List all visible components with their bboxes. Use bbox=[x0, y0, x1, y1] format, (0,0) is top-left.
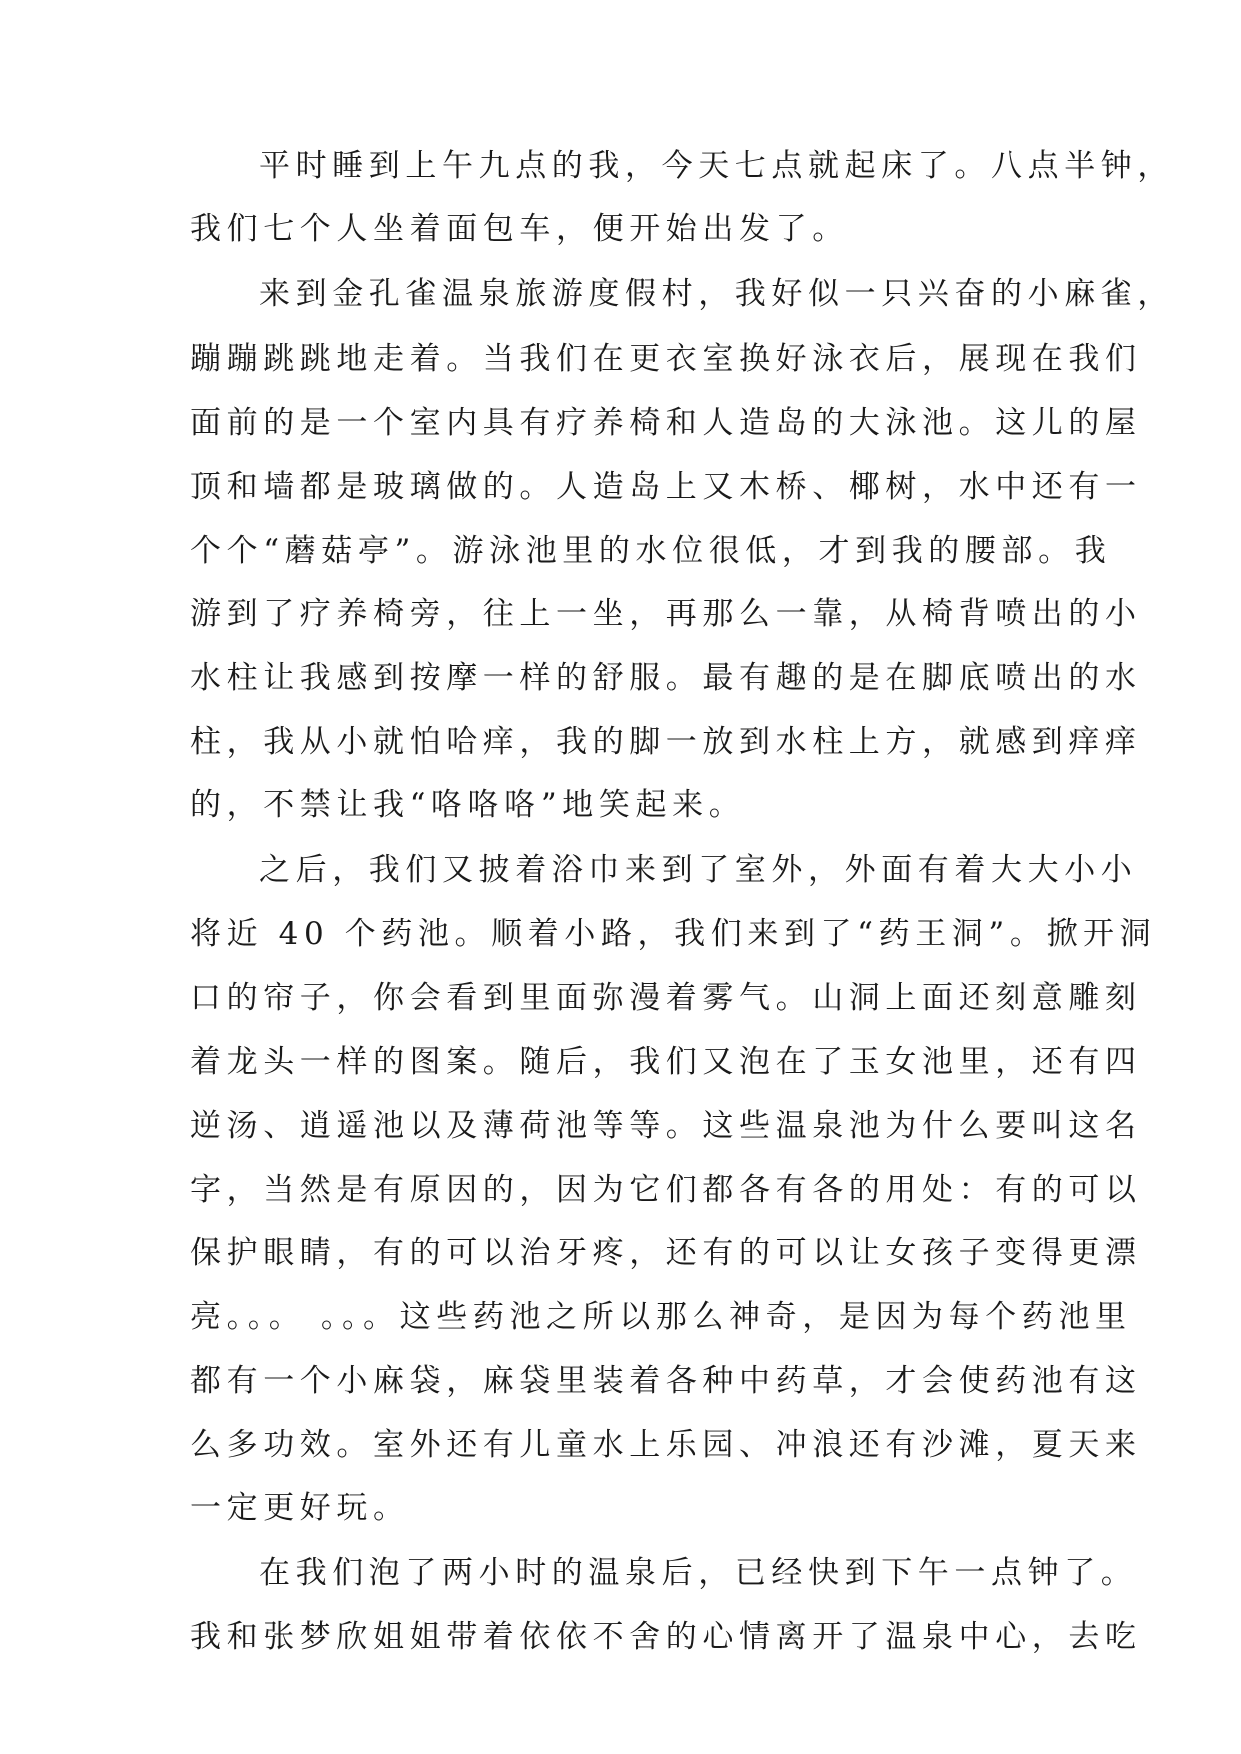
paragraph-line: 水柱让我感到按摩一样的舒服。最有趣的是在脚底喷出的水 bbox=[190, 660, 1142, 696]
paragraph-line: 保护眼睛，有的可以治牙疼，还有的可以让女孩子变得更漂 bbox=[190, 1235, 1142, 1271]
paragraph-line: 亮。。。 。。。这些药池之所以那么神奇，是因为每个药池里 bbox=[190, 1299, 1132, 1335]
paragraph-line: 着龙头一样的图案。随后，我们又泡在了玉女池里，还有四 bbox=[190, 1044, 1142, 1080]
paragraph-line: 面前的是一个室内具有疗养椅和人造岛的大泳池。这儿的屋 bbox=[190, 405, 1142, 441]
paragraph-line: 游到了疗养椅旁，往上一坐，再那么一靠，从椅背喷出的小 bbox=[190, 596, 1142, 632]
paragraph-line: 我们七个人坐着面包车，便开始出发了。 bbox=[190, 211, 849, 247]
paragraph-line: 逆汤、逍遥池以及薄荷池等等。这些温泉池为什么要叫这名 bbox=[190, 1108, 1142, 1144]
paragraph-line: 将近 40 个药池。顺着小路，我们来到了“药王洞”。掀开洞 bbox=[190, 916, 1157, 952]
paragraph-line: 的，不禁让我“咯咯咯”地笑起来。 bbox=[190, 787, 746, 823]
paragraph-line: 口的帘子，你会看到里面弥漫着雾气。山洞上面还刻意雕刻 bbox=[190, 980, 1142, 1016]
paragraph-line: 在我们泡了两小时的温泉后，已经快到下午一点钟了。 bbox=[259, 1555, 1138, 1591]
paragraph-line: 顶和墙都是玻璃做的。人造岛上又木桥、椰树，水中还有一 bbox=[190, 469, 1142, 505]
paragraph-line: 来到金孔雀温泉旅游度假村，我好似一只兴奋的小麻雀， bbox=[259, 276, 1174, 312]
paragraph-line: 一定更好玩。 bbox=[190, 1490, 410, 1526]
paragraph-line: 之后，我们又披着浴巾来到了室外，外面有着大大小小 bbox=[259, 852, 1138, 888]
paragraph-line: 我和张梦欣姐姐带着依依不舍的心情离开了温泉中心，去吃 bbox=[190, 1619, 1142, 1655]
paragraph-line: 都有一个小麻袋，麻袋里装着各种中药草，才会使药池有这 bbox=[190, 1363, 1142, 1399]
paragraph-line: 个个“蘑菇亭”。游泳池里的水位很低，才到我的腰部。我 bbox=[190, 533, 1112, 569]
paragraph-line: 柱，我从小就怕哈痒，我的脚一放到水柱上方，就感到痒痒 bbox=[190, 724, 1142, 760]
paragraph-line: 蹦蹦跳跳地走着。当我们在更衣室换好泳衣后，展现在我们 bbox=[190, 341, 1142, 377]
paragraph-line: 字，当然是有原因的，因为它们都各有各的用处：有的可以 bbox=[190, 1172, 1142, 1208]
paragraph-line: 平时睡到上午九点的我，今天七点就起床了。八点半钟， bbox=[259, 148, 1174, 184]
paragraph-line: 么多功效。室外还有儿童水上乐园、冲浪还有沙滩，夏天来 bbox=[190, 1427, 1142, 1463]
